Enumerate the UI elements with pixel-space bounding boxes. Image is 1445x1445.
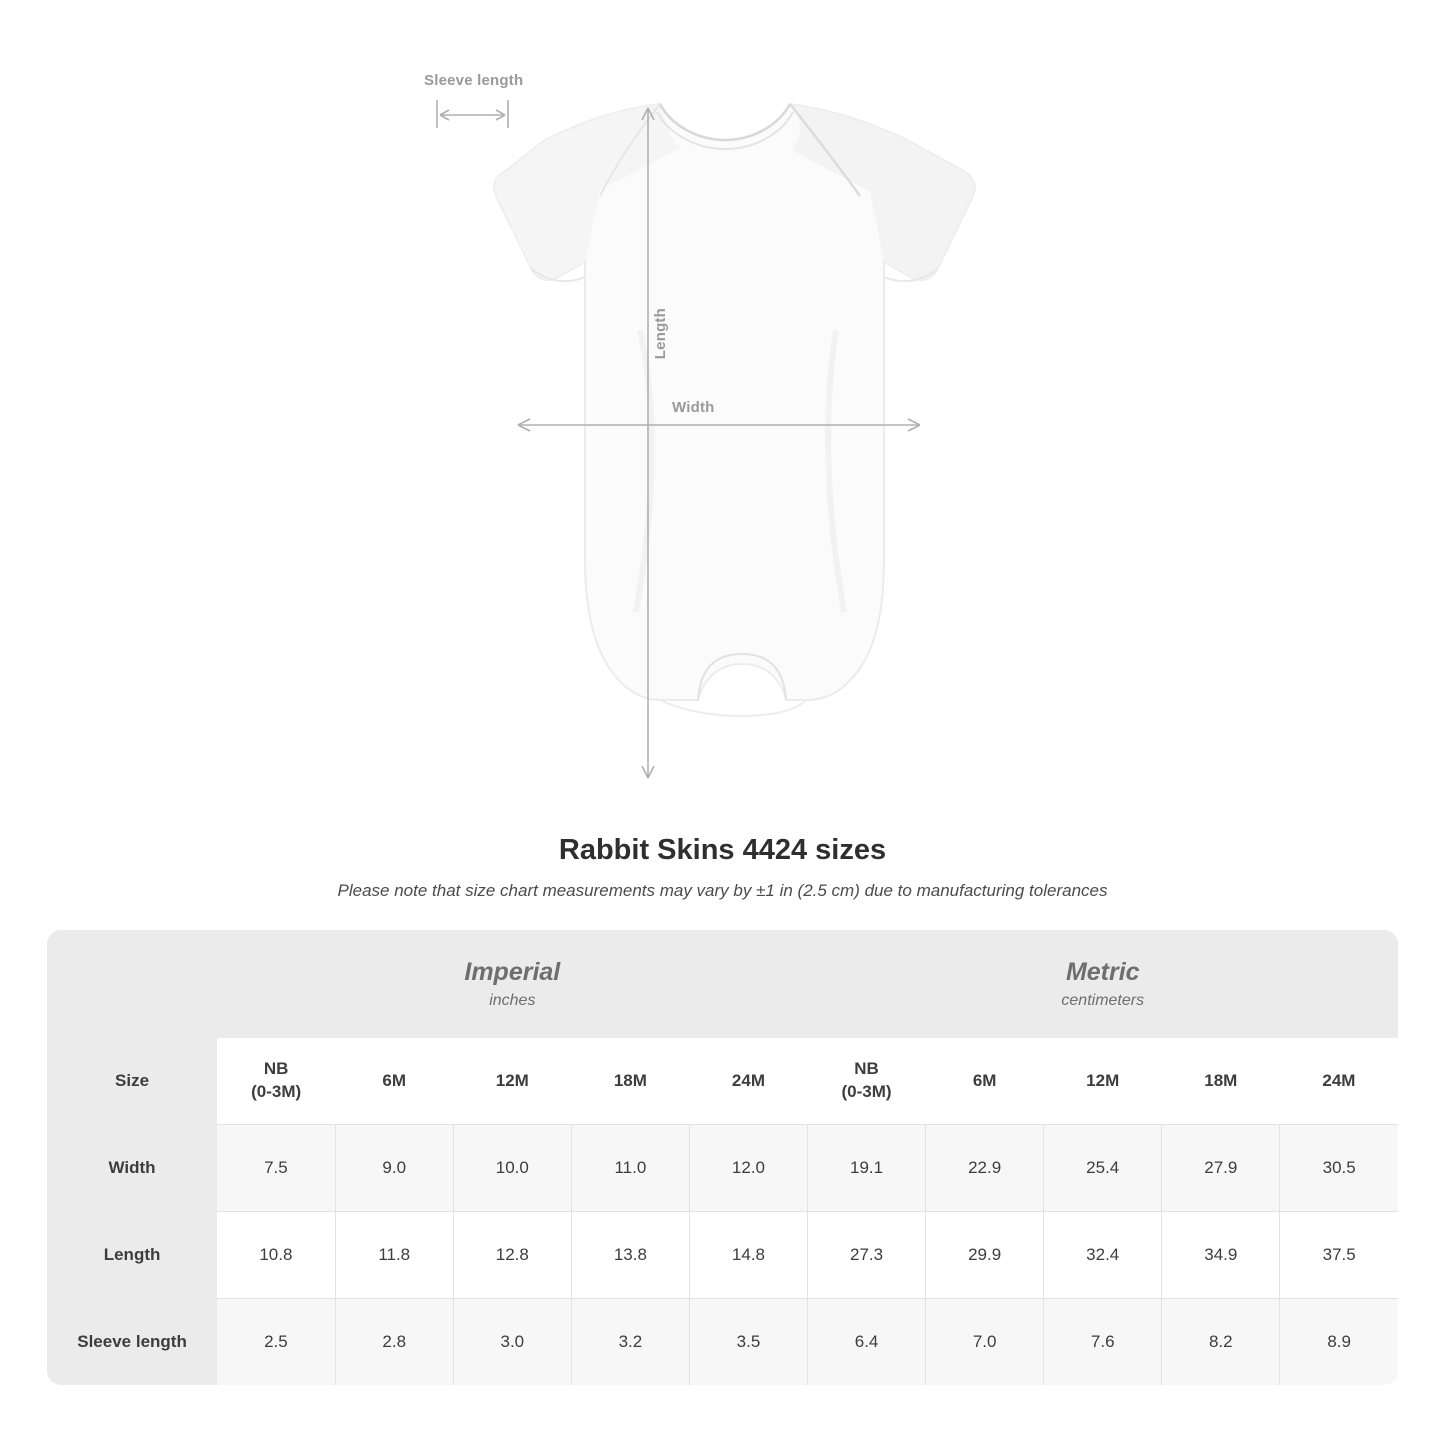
- cell-length-1: 11.8: [335, 1212, 453, 1299]
- cell-length-8: 34.9: [1162, 1212, 1280, 1299]
- header-col-0: [217, 1038, 335, 1125]
- cell-width-1: 9.0: [335, 1125, 453, 1212]
- table-row: [47, 1125, 1398, 1212]
- size-chart-table: [47, 930, 1398, 1385]
- column-header-row: [47, 1038, 1398, 1125]
- cell-sleeve-4: 3.5: [689, 1299, 807, 1386]
- cell-width-5: 19.1: [808, 1125, 926, 1212]
- header-col-9: 24M: [1280, 1038, 1398, 1125]
- cell-sleeve-8: 8.2: [1162, 1299, 1280, 1386]
- cell-sleeve-9: 8.9: [1280, 1299, 1398, 1386]
- cell-width-9: 30.5: [1280, 1125, 1398, 1212]
- header-col-5: [808, 1038, 926, 1125]
- header-col-5-line1: NB: [854, 1059, 879, 1079]
- unit-header-row: [47, 930, 1398, 1038]
- header-size: Size: [47, 1038, 217, 1125]
- row-label-sleeve-length: Sleeve length: [47, 1299, 217, 1386]
- cell-length-2: 12.8: [453, 1212, 571, 1299]
- table-row: [47, 1212, 1398, 1299]
- width-label: Width: [672, 399, 715, 416]
- cell-length-7: 32.4: [1044, 1212, 1162, 1299]
- header-col-2: 12M: [453, 1038, 571, 1125]
- unit-group-metric-sub: centimeters: [1061, 991, 1145, 1009]
- title-block: [0, 834, 1445, 901]
- header-col-0-line2: (0-3M): [251, 1082, 302, 1101]
- header-col-1: 6M: [335, 1038, 453, 1125]
- cell-sleeve-1: 2.8: [335, 1299, 453, 1386]
- cell-length-0: 10.8: [217, 1212, 335, 1299]
- bodysuit-shape: [494, 104, 975, 716]
- length-label: Length: [652, 308, 669, 360]
- cell-width-3: 11.0: [571, 1125, 689, 1212]
- cell-width-2: 10.0: [453, 1125, 571, 1212]
- header-col-4: 24M: [689, 1038, 807, 1125]
- cell-sleeve-6: 7.0: [926, 1299, 1044, 1386]
- row-label-width: Width: [47, 1125, 217, 1212]
- row-label-length: Length: [47, 1212, 217, 1299]
- tolerance-note: Please note that size chart measurements may vary by ±1 in (2.5 cm) due to manufacturing tolerances: [337, 881, 1108, 900]
- page-title: Rabbit Skins 4424 sizes: [558, 834, 887, 866]
- cell-sleeve-2: 3.0: [453, 1299, 571, 1386]
- cell-length-5: 27.3: [808, 1212, 926, 1299]
- sleeve-length-label: Sleeve length: [424, 72, 524, 89]
- header-col-3: 18M: [571, 1038, 689, 1125]
- cell-sleeve-3: 3.2: [571, 1299, 689, 1386]
- unit-group-imperial-sub: inches: [489, 991, 536, 1009]
- header-col-0-line1: NB: [263, 1059, 289, 1079]
- cell-width-6: 22.9: [926, 1125, 1044, 1212]
- header-col-7: 12M: [1044, 1038, 1162, 1125]
- cell-width-0: 7.5: [217, 1125, 335, 1212]
- cell-width-4: 12.0: [689, 1125, 807, 1212]
- cell-sleeve-0: 2.5: [217, 1299, 335, 1386]
- unit-group-imperial: [217, 930, 807, 1038]
- cell-sleeve-7: 7.6: [1044, 1299, 1162, 1386]
- header-col-8: 18M: [1162, 1038, 1280, 1125]
- header-col-6: 6M: [926, 1038, 1044, 1125]
- size-chart-table-wrapper: [47, 930, 1398, 1385]
- unit-group-metric-name: Metric: [1065, 958, 1140, 987]
- unit-group-imperial-name: Imperial: [464, 958, 561, 987]
- cell-length-4: 14.8: [689, 1212, 807, 1299]
- cell-length-9: 37.5: [1280, 1212, 1398, 1299]
- cell-sleeve-5: 6.4: [808, 1299, 926, 1386]
- table-row: [47, 1299, 1398, 1386]
- header-col-5-line2: (0-3M): [841, 1082, 892, 1101]
- cell-length-3: 13.8: [571, 1212, 689, 1299]
- unit-group-metric: [808, 930, 1398, 1038]
- cell-width-7: 25.4: [1044, 1125, 1162, 1212]
- unit-header-corner: [47, 930, 217, 1038]
- cell-width-8: 27.9: [1162, 1125, 1280, 1212]
- cell-length-6: 29.9: [926, 1212, 1044, 1299]
